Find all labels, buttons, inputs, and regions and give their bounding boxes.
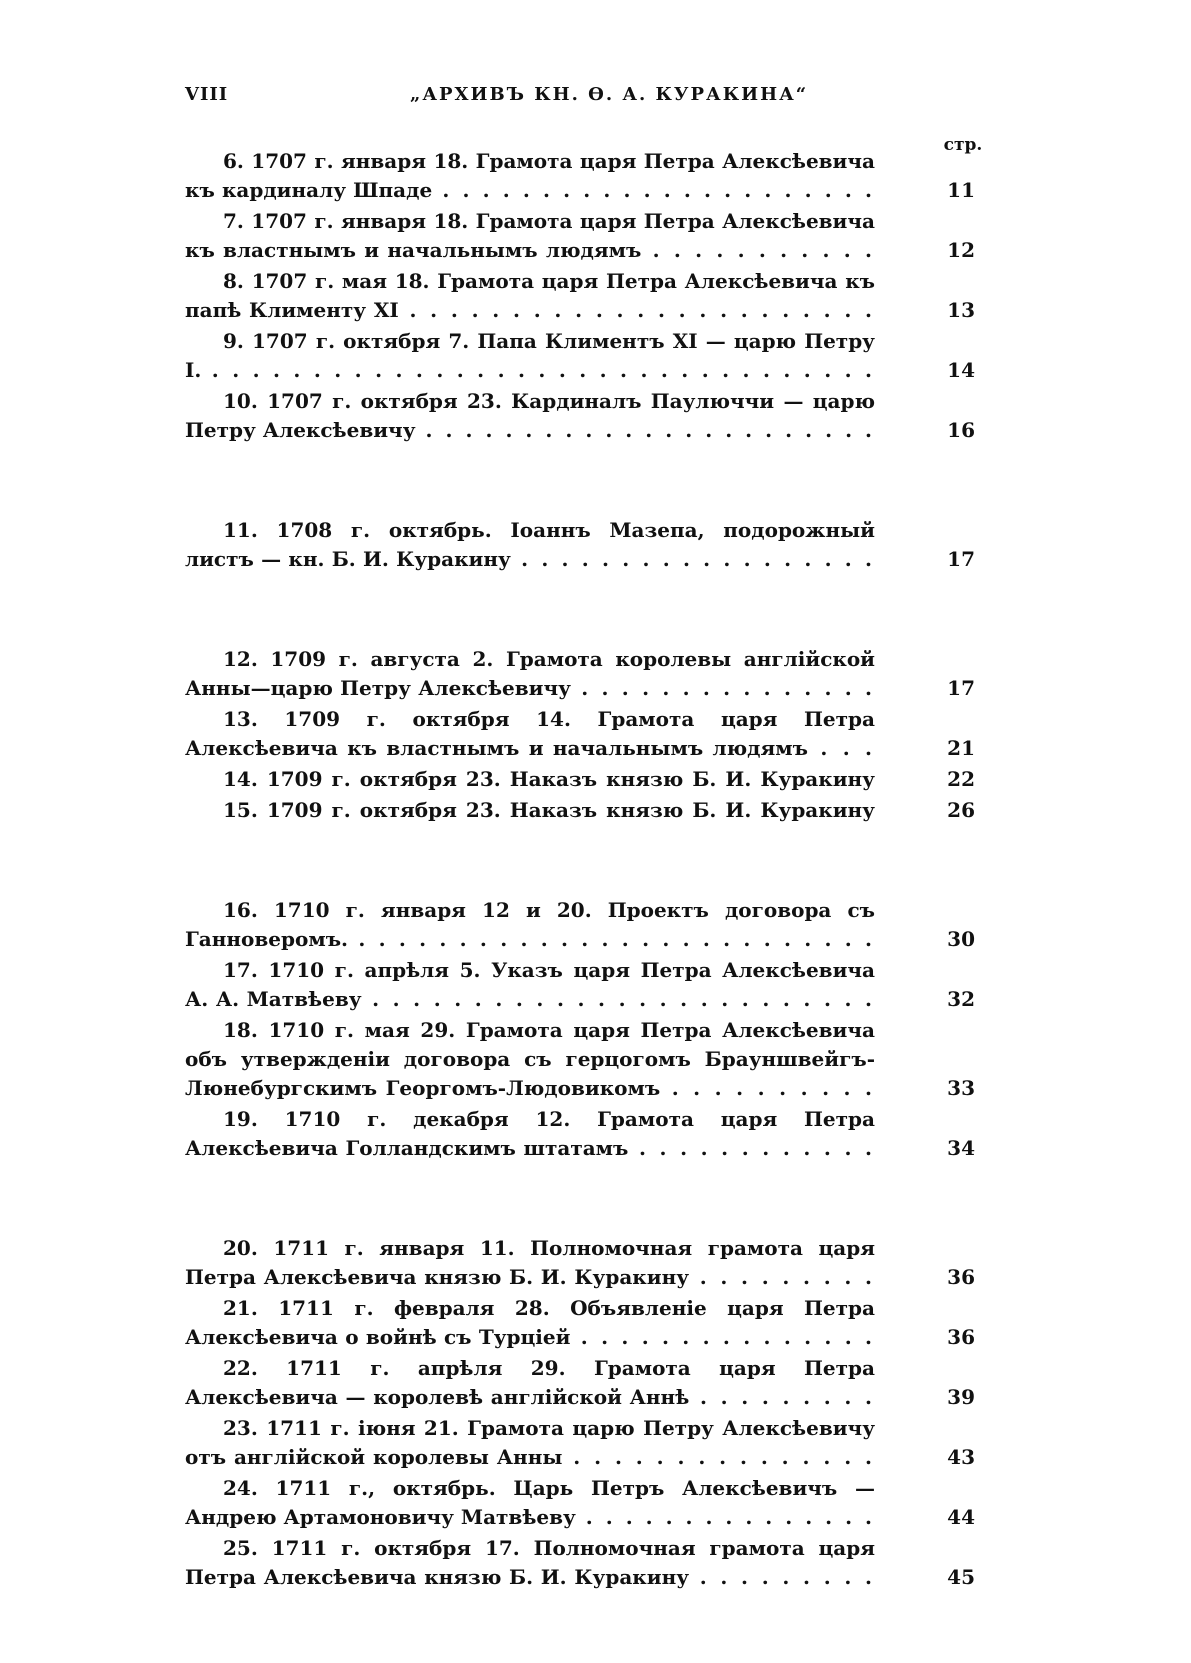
toc-entry-text: 18. 1710 г. мая 29. Грамота царя Петра Алексѣевича объ утвержденіи договора съ герцогомъ Брауншвейгъ-Люнебургскимъ Георгомъ-Людовикомъ . . . xyxy=(185,1016,875,1103)
toc-entry-page: 13 xyxy=(947,298,975,322)
toc-entry xyxy=(185,956,975,1014)
toc-entry xyxy=(185,327,975,385)
toc-entry-page: 30 xyxy=(947,927,975,951)
toc-entry-page: 14 xyxy=(947,358,975,382)
toc-group-1707 xyxy=(185,147,975,445)
toc-entry-page: 17 xyxy=(947,676,975,700)
toc-entry-page: 17 xyxy=(947,547,975,571)
toc-entry-text: 8. 1707 г. мая 18. Грамота царя Петра Алексѣевича къ папѣ Клименту XI . . . xyxy=(185,267,875,325)
page-numeral: VIII xyxy=(185,84,229,105)
toc-entry-text: 11. 1708 г. октябрь. Іоаннъ Мазепа, подорожный листъ — кн. Б. И. Куракину . . . xyxy=(185,516,875,574)
toc-group-1709 xyxy=(185,645,975,825)
toc-entry-page: 11 xyxy=(947,178,975,202)
toc-entry-text: 17. 1710 г. апрѣля 5. Указъ царя Петра Алексѣевича А. А. Матвѣеву . . . xyxy=(185,956,875,1014)
toc-entry-page: 26 xyxy=(947,798,975,822)
toc-entry-text: 19. 1710 г. декабря 12. Грамота царя Петра Алексѣевича Голландскимъ штатамъ . . . xyxy=(185,1105,875,1163)
toc-entry-text: 20. 1711 г. января 11. Полномочная грамота царя Петра Алексѣевича князю Б. И. Куракину . . . xyxy=(185,1234,875,1292)
toc-entry xyxy=(185,147,975,205)
toc-entry xyxy=(185,516,975,574)
toc-entry-text: 25. 1711 г. октября 17. Полномочная грамота царя Петра Алексѣевича князю Б. И. Куракину . . . xyxy=(185,1534,875,1592)
running-header xyxy=(185,80,975,110)
toc-entry-text: 7. 1707 г. января 18. Грамота царя Петра Алексѣевича къ властнымъ и начальнымъ людямъ . . . xyxy=(185,207,875,265)
toc-entry xyxy=(185,896,975,954)
toc-entry-page: 39 xyxy=(947,1385,975,1409)
toc-group-1708 xyxy=(185,516,975,574)
toc-entry xyxy=(185,1294,975,1352)
toc-entry-text: 10. 1707 г. октября 23. Кардиналъ Паулюччи — царю Петру Алексѣевичу . . . xyxy=(185,387,875,445)
toc-entry-page: 32 xyxy=(947,987,975,1011)
toc-entry-text: 15. 1709 г. октября 23. Наказъ князю Б. И. Куракину . . . xyxy=(185,796,875,825)
toc-entry xyxy=(185,1414,975,1472)
toc-entry xyxy=(185,387,975,445)
toc-entry xyxy=(185,1474,975,1532)
table-of-contents xyxy=(185,147,975,1663)
toc-entry xyxy=(185,1234,975,1292)
toc-entry-text: 14. 1709 г. октября 23. Наказъ князю Б. И. Куракину . . . xyxy=(185,765,875,794)
toc-entry-text: 12. 1709 г. августа 2. Грамота королевы англійской Анны—царю Петру Алексѣевичу . . . xyxy=(185,645,875,703)
toc-entry-text: 16. 1710 г. января 12 и 20. Проектъ договора съ Ганноверомъ. . . . xyxy=(185,896,875,954)
toc-entry xyxy=(185,1534,975,1592)
toc-entry-text: 6. 1707 г. января 18. Грамота царя Петра Алексѣевича къ кардиналу Шпаде . . . xyxy=(185,147,875,205)
toc-entry xyxy=(185,705,975,763)
toc-entry-page: 36 xyxy=(947,1325,975,1349)
toc-entry xyxy=(185,645,975,703)
toc-entry-page: 21 xyxy=(947,736,975,760)
toc-entry-text: 21. 1711 г. февраля 28. Объявленіе царя Петра Алексѣевича о войнѣ съ Турціей . . . xyxy=(185,1294,875,1352)
toc-entry-text: 13. 1709 г. октября 14. Грамота царя Петра Алексѣевича къ властнымъ и начальнымъ людямъ . . . xyxy=(185,705,875,763)
toc-group-1710 xyxy=(185,896,975,1163)
toc-entry xyxy=(185,1105,975,1163)
toc-entry xyxy=(185,765,975,794)
toc-entry-page: 33 xyxy=(947,1076,975,1100)
toc-entry-text: 22. 1711 г. апрѣля 29. Грамота царя Петра Алексѣевича — королевѣ англійской Аннѣ . . . xyxy=(185,1354,875,1412)
page-column-label: стр. xyxy=(943,135,983,155)
toc-entry-page: 22 xyxy=(947,767,975,791)
toc-entry xyxy=(185,207,975,265)
toc-entry-page: 36 xyxy=(947,1265,975,1289)
toc-entry xyxy=(185,267,975,325)
toc-entry-page: 16 xyxy=(947,418,975,442)
running-title: „АРХИВЪ КН. Ѳ. А. КУРАКИНА“ xyxy=(410,84,809,105)
toc-entry-page: 45 xyxy=(947,1565,975,1589)
toc-entry xyxy=(185,796,975,825)
toc-entry-page: 44 xyxy=(947,1505,975,1529)
toc-group-1711 xyxy=(185,1234,975,1592)
toc-entry-page: 43 xyxy=(947,1445,975,1469)
toc-entry-page: 34 xyxy=(947,1136,975,1160)
toc-entry xyxy=(185,1354,975,1412)
toc-entry xyxy=(185,1016,975,1103)
toc-entry-text: 9. 1707 г. октября 7. Папа Климентъ XI — царю Петру I. . . . xyxy=(185,327,875,385)
toc-entry-page: 12 xyxy=(947,238,975,262)
toc-entry-text: 23. 1711 г. іюня 21. Грамота царю Петру Алексѣевичу отъ англійской королевы Анны . . . xyxy=(185,1414,875,1472)
toc-entry-text: 24. 1711 г., октябрь. Царь Петръ Алексѣевичъ — Андрею Артамоновичу Матвѣеву . . . xyxy=(185,1474,875,1532)
